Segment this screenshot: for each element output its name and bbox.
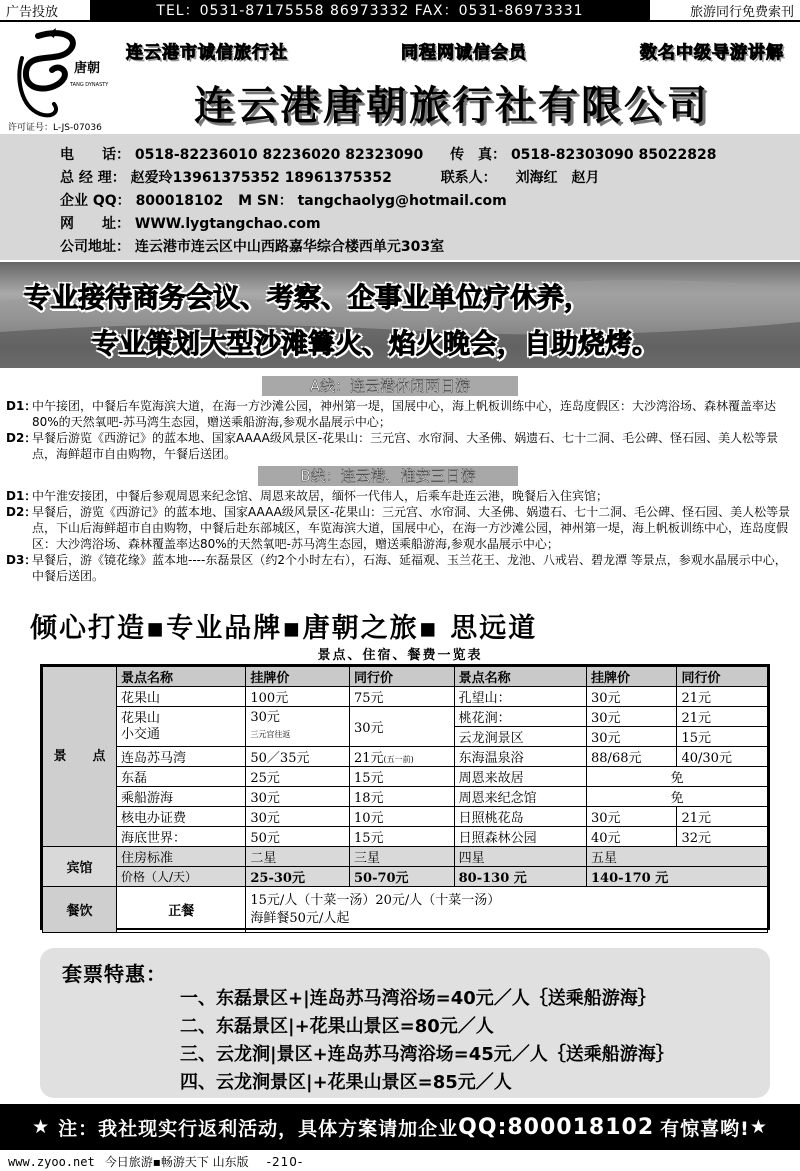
phone-value: 0518-82236010 82236020 82323090 xyxy=(134,147,424,163)
meal-price-line-2: 海鲜餐50元/人起 xyxy=(250,910,350,926)
promo-note xyxy=(0,1104,800,1150)
banner-line-1: 专业接待商务会议、考察、企事业单位疗休养， xyxy=(24,283,591,314)
spot-name: 东海温泉浴 xyxy=(454,747,586,767)
hotel-price: 50-70元 xyxy=(349,867,454,887)
spot-name: 周恩来故居 xyxy=(454,767,586,787)
hotel-category: 宾馆 xyxy=(43,847,117,887)
address-row xyxy=(60,236,444,256)
route-b-day-1 xyxy=(6,488,792,504)
spot-name: 孔望山： xyxy=(454,687,586,707)
free-copy-label: 旅游同行免费索刊 xyxy=(689,4,794,20)
table-row xyxy=(43,787,768,807)
day-label: D2： xyxy=(6,505,37,519)
spot-name: 周恩来纪念馆 xyxy=(454,787,586,807)
dragon-logo-icon xyxy=(8,28,109,120)
package-item: 四、云龙涧景区|+花果山景区=85元／人 xyxy=(180,1072,512,1093)
list-price: 30元 xyxy=(587,807,677,827)
header-cell: 挂牌价 xyxy=(587,667,677,687)
hotel-level: 五星 xyxy=(587,847,768,867)
route-a-title: A线：连云港休闲两日游 xyxy=(262,376,518,396)
spot-name: 乘船游海 xyxy=(117,787,246,807)
peer-price: 15元 xyxy=(677,727,768,747)
logo-subtext: TANG DYNASTY xyxy=(70,82,109,88)
free-admission: 免 xyxy=(587,787,768,807)
list-price: 50／35元 xyxy=(246,747,350,767)
slogan-2: 同程网诚信会员 xyxy=(395,36,533,65)
hotel-level: 二星 xyxy=(246,847,350,867)
web-label: 网 址： xyxy=(60,216,130,232)
list-price: 100元 xyxy=(246,687,350,707)
table-row xyxy=(43,687,768,707)
header-cell: 挂牌价 xyxy=(246,667,350,687)
service-banner xyxy=(0,262,800,368)
top-bar xyxy=(0,0,800,22)
spot-name: 海底世界： xyxy=(117,827,246,847)
spot-name xyxy=(117,707,246,747)
contact-block xyxy=(0,134,800,260)
hotel-level: 四星 xyxy=(454,847,586,867)
package-item: 一、东磊景区+|连岛苏马湾浴场=40元／人｛送乘船游海｝ xyxy=(180,988,656,1009)
package-item: 二、东磊景区|+花果山景区=80元／人 xyxy=(180,1016,494,1037)
footer-site[interactable]: www.zyoo.net xyxy=(8,1154,95,1169)
footer xyxy=(0,1152,800,1171)
slogans xyxy=(120,36,790,64)
package-title: 套票特惠： xyxy=(62,962,167,986)
spot-name: 云龙涧景区 xyxy=(454,727,586,747)
manager-row xyxy=(60,167,600,187)
day-label: D3： xyxy=(6,553,37,567)
spot-name: 连岛苏马湾 xyxy=(117,747,246,767)
web-link[interactable]: WWW.lygtangchao.com xyxy=(134,216,321,232)
price-table xyxy=(40,664,770,930)
day-text: 中午接团，中餐后车览海滨大道，在海一方沙滩公园，神州第一堤，国展中心，海上帆板训练中心，连岛度假区：大沙湾浴场、森林覆盖率达80%的天然氧吧-苏马湾生态园，赠送乘船游海,参观水晶展示中心； xyxy=(32,399,777,429)
phone-label: 电 话： xyxy=(60,147,130,163)
list-price-value: 30元 xyxy=(250,710,280,725)
day-label: D1： xyxy=(6,399,37,413)
peer-price: 32元 xyxy=(677,827,768,847)
hotel-standard-label: 住房标准 xyxy=(117,847,246,867)
msn-label: M SN： xyxy=(238,193,293,209)
qq-row xyxy=(60,190,507,210)
star-icon: ★ xyxy=(749,1116,768,1138)
ad-phone: TEL：0531-87175558 86973332 FAX：0531-86973331 xyxy=(90,0,650,20)
route-a-day-2 xyxy=(6,430,792,462)
list-price xyxy=(246,707,350,747)
table-row xyxy=(43,807,768,827)
table-row xyxy=(43,707,768,727)
day-text: 早餐后，游览《西游记》的蓝本地、国家AAAA级风景区-花果山：三元宫、水帘洞、大圣佛、娲遗石、七十二洞、毛公碑、怪石园、美人松等景点，下山后海鲜超市自由购物，中餐后赴东部城区，车览海滨大道，国展中心，在海一方沙滩公园，神州第一堤，海上帆板训练中心，连岛度假区：大沙湾浴场、森林覆盖率达80%的天然氧吧-苏马湾生态园，赠送乘船游海,参观水晶展示中心； xyxy=(32,505,791,551)
header-cell: 同行价 xyxy=(349,667,454,687)
star-icon: ★ xyxy=(32,1116,51,1138)
meal-type: 正餐 xyxy=(117,887,246,933)
spot-name: 日照森林公园 xyxy=(454,827,586,847)
qq-value: 800018102 xyxy=(135,193,224,209)
meal-category: 餐饮 xyxy=(43,887,117,933)
price-note: 三元宫往返 xyxy=(250,730,291,739)
price-note: (五一前) xyxy=(383,755,414,764)
table-row xyxy=(43,827,768,847)
spot-name: 花果山 xyxy=(117,687,246,707)
footer-slogan: 今日旅游▪畅游天下 山东版 xyxy=(104,1155,249,1169)
slogan-1: 连云港市诚信旅行社 xyxy=(120,36,294,65)
peer-price: 18元 xyxy=(349,787,454,807)
spot-name-line-1: 花果山 xyxy=(121,710,161,726)
route-b-title: B线：连云港、淮安三日游 xyxy=(258,466,518,486)
peer-price: 21元 xyxy=(677,807,768,827)
peer-price: 15元 xyxy=(349,767,454,787)
hotel-price-label: 价格（人/天） xyxy=(117,867,246,887)
list-price: 88/68元 xyxy=(587,747,677,767)
license-number: 许可证号：L-JS-07036 xyxy=(8,123,102,133)
free-admission: 免 xyxy=(587,767,768,787)
table-row xyxy=(43,747,768,767)
address-label: 公司地址： xyxy=(60,239,130,255)
list-price: 30元 xyxy=(246,787,350,807)
peer-price-value: 21元 xyxy=(353,751,384,766)
list-price: 30元 xyxy=(587,687,677,707)
day-label: D1： xyxy=(6,489,37,503)
logo-text: 唐朝 xyxy=(74,61,101,76)
table-row xyxy=(43,767,768,787)
note-qq: QQ:800018102 xyxy=(458,1114,655,1140)
day-text: 早餐后游览《西游记》的蓝本地、国家AAAA级风景区-花果山：三元宫、水帘洞、大圣佛、娲遗石、七十二洞、毛公碑、怪石园、美人松等景点，海鲜超市自由购物，午餐后送团。 xyxy=(32,431,779,461)
list-price: 25元 xyxy=(246,767,350,787)
header xyxy=(0,22,800,134)
peer-price: 21元 xyxy=(677,687,768,707)
manager-label: 总 经 理： xyxy=(60,170,126,186)
msn-value: tangchaolyg@hotmail.com xyxy=(297,193,507,209)
list-price: 30元 xyxy=(587,707,677,727)
note-tail: 有惊喜哟! xyxy=(660,1117,750,1140)
hotel-price: 80-130 元 xyxy=(454,867,586,887)
price-list-title: 景点、住宿、餐费一览表 xyxy=(317,648,483,663)
route-a-itinerary xyxy=(6,398,792,462)
ad-label: 广告投放 xyxy=(6,4,59,20)
meal-row xyxy=(43,887,768,933)
slogan-3: 数名中级导游讲解 xyxy=(634,36,790,65)
list-price: 40元 xyxy=(587,827,677,847)
address-value: 连云港市连云区中山西路嘉华综合楼西单元303室 xyxy=(134,239,445,255)
page-number: -210- xyxy=(266,1154,304,1169)
route-b-day-3 xyxy=(6,552,792,584)
qq-label: 企业 QQ： xyxy=(60,193,131,209)
spot-name: 桃花涧： xyxy=(454,707,586,727)
list-price: 30元 xyxy=(587,727,677,747)
list-price: 30元 xyxy=(246,807,350,827)
meal-price-line-1: 15元/人（十菜一汤）20元/人（十菜一汤） xyxy=(250,892,501,908)
route-b-day-2 xyxy=(6,504,792,552)
route-a-day-1 xyxy=(6,398,792,430)
route-b-itinerary xyxy=(6,488,792,584)
package-item: 三、云龙涧|景区+连岛苏马湾浴场=45元／人｛送乘船游海｝ xyxy=(180,1044,674,1065)
hotel-level: 三星 xyxy=(349,847,454,867)
hotel-price: 25-30元 xyxy=(246,867,350,887)
scenic-category: 景 点 xyxy=(43,667,117,847)
banner-line-2: 专业策划大型沙滩篝火、焰火晚会，自助烧烤。 xyxy=(92,329,659,360)
meal-prices xyxy=(246,887,768,933)
peer-price: 21元 xyxy=(677,707,768,727)
header-cell: 景点名称 xyxy=(454,667,586,687)
phone-row xyxy=(60,144,716,164)
header-cell: 同行价 xyxy=(677,667,768,687)
spot-name: 核电办证费 xyxy=(117,807,246,827)
web-row xyxy=(60,213,321,233)
contact-person-value: 刘海红 赵月 xyxy=(515,170,600,186)
peer-price: 10元 xyxy=(349,807,454,827)
day-text: 中午淮安接团，中餐后参观周恩来纪念馆、周恩来故居，缅怀一代伟人，后乘车赴连云港，晚餐后入住宾馆； xyxy=(32,489,609,503)
peer-price: 30元 xyxy=(349,707,454,747)
header-cell: 景点名称 xyxy=(117,667,246,687)
company-logo xyxy=(8,28,109,133)
day-label: D2： xyxy=(6,431,37,445)
spot-name: 东磊 xyxy=(117,767,246,787)
fax-label: 传 真： xyxy=(450,147,507,163)
fax-value: 0518-82303090 85022828 xyxy=(510,147,717,163)
hotel-price: 140-170 元 xyxy=(587,867,768,887)
hotel-standard-row xyxy=(43,847,768,867)
contact-person-label: 联系人： xyxy=(440,170,497,186)
peer-price: 15元 xyxy=(349,827,454,847)
package-deals xyxy=(40,948,770,1098)
list-price: 50元 xyxy=(246,827,350,847)
spot-name: 日照桃花岛 xyxy=(454,807,586,827)
peer-price xyxy=(349,747,454,767)
manager-value: 赵爱玲13961375352 18961375352 xyxy=(130,170,392,186)
spot-name-line-2: 小交通 xyxy=(121,726,161,742)
hotel-price-row xyxy=(43,867,768,887)
peer-price: 40/30元 xyxy=(677,747,768,767)
table-header-row xyxy=(43,667,768,687)
day-text: 早餐后，游《镜花缘》蓝本地----东磊景区（约2个小时左右），石海、延福观、玉兰花王、龙池、八戒岩、碧龙潭 等景点，参观水晶展示中心，中餐后送团。 xyxy=(32,553,787,583)
note-text: 注：我社现实行返利活动，具体方案请加企业 xyxy=(58,1117,459,1140)
brand-slogan: 倾心打造▪专业品牌▪唐朝之旅▪ 思远道 xyxy=(30,613,538,644)
peer-price: 75元 xyxy=(349,687,454,707)
company-name: 连云港唐朝旅行社有限公司 xyxy=(194,83,710,129)
